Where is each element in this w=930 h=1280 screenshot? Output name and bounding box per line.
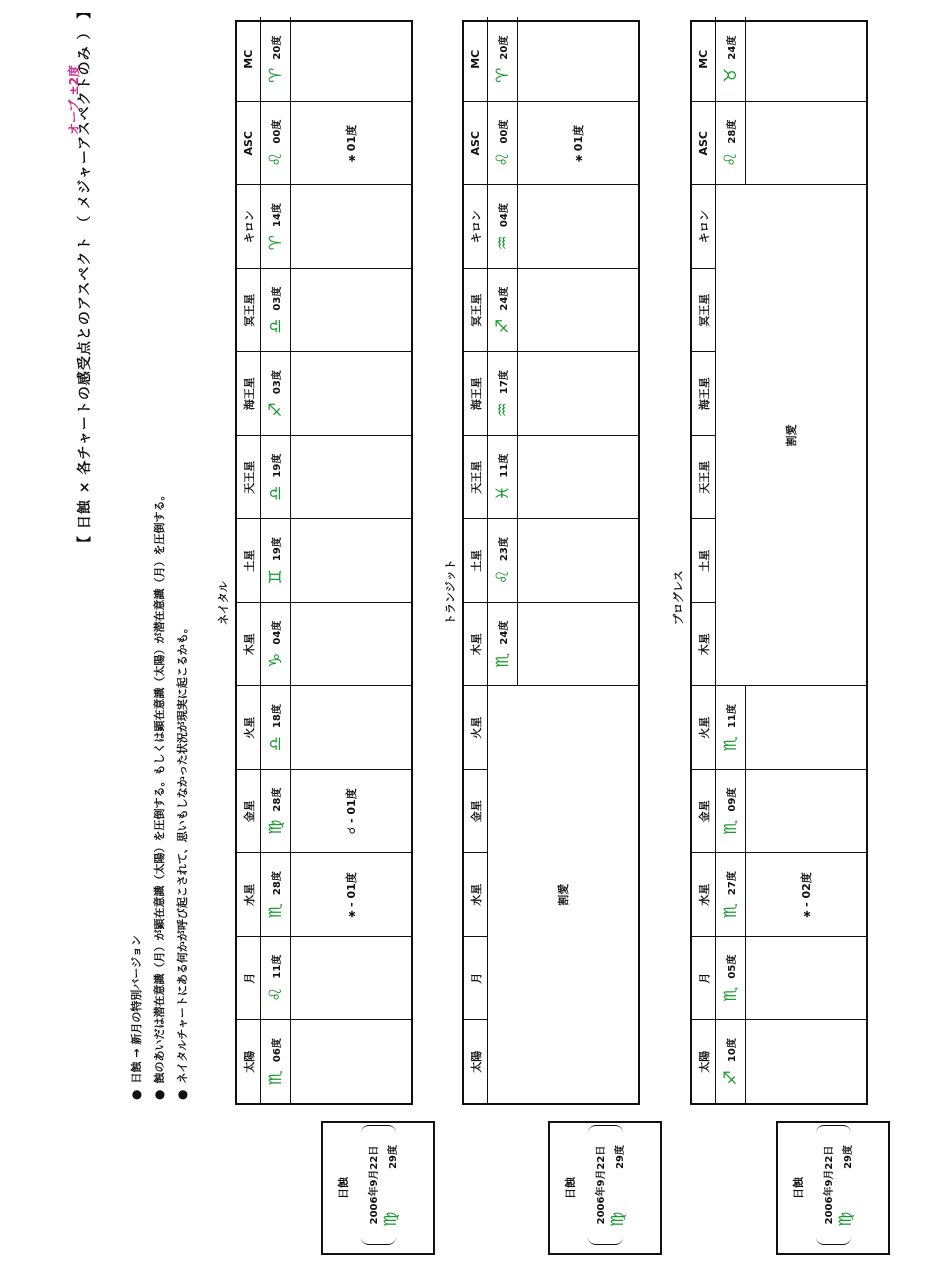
aspect-table <box>235 20 413 1105</box>
position-cell <box>488 602 518 686</box>
aspect-cell <box>746 1020 866 1104</box>
position-cell <box>488 18 518 102</box>
eclipse-name: 日蝕 <box>337 1177 350 1199</box>
header-cell: 天王星 <box>237 435 261 519</box>
aspect-cell <box>518 519 638 603</box>
eclipse-date: 2006年9月22日 <box>361 1125 396 1245</box>
zodiac-sign-icon: ♈ <box>265 67 286 83</box>
position-cell <box>716 18 746 102</box>
virgo-sign-icon: ♍ <box>836 1211 856 1227</box>
zodiac-sign-icon: ♊ <box>265 569 286 585</box>
zodiac-sign-icon: ♐ <box>265 402 286 418</box>
aspect-cell: ⚹ 01度 <box>518 101 638 185</box>
header-cell: 天王星 <box>464 435 488 519</box>
note-1: ● 日蝕 → 新月の特別バージョン <box>128 935 144 1100</box>
aspect-cell <box>518 185 638 269</box>
header-cell: 金星 <box>237 769 261 853</box>
position-cell <box>716 1020 746 1104</box>
eclipse-degree-value: 29度 <box>842 1145 854 1169</box>
degree-value: 19度 <box>272 453 283 478</box>
zodiac-sign-icon: ♌ <box>492 569 513 585</box>
eclipse-name: 日蝕 <box>564 1177 577 1199</box>
header-cell: 金星 <box>692 769 716 853</box>
zodiac-sign-icon: ♒ <box>492 235 513 251</box>
aspect-cell <box>746 686 866 770</box>
aspect-cell <box>746 769 866 853</box>
degree-value: 09度 <box>727 787 738 812</box>
header-cell: 水星 <box>692 853 716 937</box>
position-cell <box>488 268 518 352</box>
zodiac-sign-icon: ♏ <box>265 1070 286 1086</box>
header-cell: 太陽 <box>692 1020 716 1104</box>
header-cell: 火星 <box>692 686 716 770</box>
degree-value: 04度 <box>499 203 510 228</box>
aspect-cell <box>291 352 411 436</box>
eclipse-name: 日蝕 <box>792 1177 805 1199</box>
aspect-cell <box>291 1020 411 1104</box>
eclipse-box <box>776 1121 890 1255</box>
degree-value: 17度 <box>499 370 510 395</box>
degree-value: 20度 <box>499 35 510 60</box>
header-cell: 水星 <box>237 853 261 937</box>
eclipse-date: 2006年9月22日 <box>588 1125 623 1245</box>
header-cell: ASC <box>464 101 488 185</box>
zodiac-sign-icon: ♌ <box>720 151 741 167</box>
zodiac-sign-icon: ♏ <box>720 819 741 835</box>
degree-value: 28度 <box>272 787 283 812</box>
aspect-cell <box>518 18 638 102</box>
header-cell: キロン <box>237 185 261 269</box>
eclipse-degree-value: 29度 <box>387 1145 399 1169</box>
header-cell: 金星 <box>464 769 488 853</box>
position-cell <box>261 602 291 686</box>
header-cell: 火星 <box>237 686 261 770</box>
aspect-cell <box>291 686 411 770</box>
degree-value: 28度 <box>727 119 738 144</box>
header-cell: MC <box>692 18 716 102</box>
position-cell <box>261 352 291 436</box>
orb-note: オーブ ±2度 <box>67 65 81 135</box>
aspect-cell <box>746 936 866 1020</box>
aspect-cell: ⚹ - 01度 <box>291 853 411 937</box>
zodiac-sign-icon: ♏ <box>720 736 741 752</box>
zodiac-sign-icon: ♍ <box>265 819 286 835</box>
header-cell: 木星 <box>237 602 261 686</box>
degree-value: 03度 <box>272 286 283 311</box>
zodiac-sign-icon: ♎ <box>265 485 286 501</box>
degree-value: 03度 <box>272 370 283 395</box>
degree-value: 04度 <box>272 620 283 645</box>
header-cell: 海王星 <box>237 352 261 436</box>
virgo-sign-icon: ♍ <box>381 1211 401 1227</box>
zodiac-sign-icon: ♌ <box>492 151 513 167</box>
position-cell <box>488 185 518 269</box>
header-cell: 土星 <box>237 519 261 603</box>
header-cell: 太陽 <box>464 1020 488 1104</box>
degree-value: 11度 <box>499 453 510 478</box>
position-cell <box>716 686 746 770</box>
position-cell <box>716 101 746 185</box>
zodiac-sign-icon: ♎ <box>265 318 286 334</box>
position-cell <box>261 686 291 770</box>
zodiac-sign-icon: ♈ <box>492 67 513 83</box>
eclipse-box <box>321 1121 435 1255</box>
aspect-cell <box>518 435 638 519</box>
aspect-table <box>462 20 640 1105</box>
position-cell <box>488 352 518 436</box>
position-cell <box>261 769 291 853</box>
header-cell: キロン <box>692 185 716 269</box>
position-cell <box>261 853 291 937</box>
zodiac-sign-icon: ♌ <box>265 986 286 1002</box>
degree-value: 23度 <box>499 537 510 562</box>
header-cell: 月 <box>692 936 716 1020</box>
eclipse-degree <box>608 1131 628 1241</box>
header-cell: 冥王星 <box>237 268 261 352</box>
zodiac-sign-icon: ♒ <box>492 402 513 418</box>
zodiac-sign-icon: ♐ <box>720 1070 741 1086</box>
aspect-cell <box>518 602 638 686</box>
chart-label: トランジット <box>444 559 457 625</box>
zodiac-sign-icon: ♏ <box>265 903 286 919</box>
header-cell: MC <box>237 18 261 102</box>
degree-value: 14度 <box>272 203 283 228</box>
chart-label: プログレス <box>672 570 685 625</box>
degree-value: 24度 <box>499 286 510 311</box>
aspect-table <box>690 20 868 1105</box>
degree-value: 19度 <box>272 537 283 562</box>
aspect-cell: ⚹ - 02度 <box>746 853 866 937</box>
aspect-cell <box>746 18 866 102</box>
position-cell <box>716 853 746 937</box>
header-cell: 冥王星 <box>464 268 488 352</box>
zodiac-sign-icon: ♌ <box>265 151 286 167</box>
position-cell <box>716 936 746 1020</box>
zodiac-sign-icon: ♉ <box>720 67 741 83</box>
chart-label: ネイタル <box>217 581 230 625</box>
position-cell <box>261 185 291 269</box>
note-3: ● ネイタルチャートにある何かが呼び起こされて、思いもしなかった状況が現実に起こるかも。 <box>174 622 190 1100</box>
aspect-cell <box>291 185 411 269</box>
eclipse-degree-value: 29度 <box>614 1145 626 1169</box>
zodiac-sign-icon: ♐ <box>492 318 513 334</box>
degree-value: 06度 <box>272 1038 283 1063</box>
omitted-cell: 割愛 <box>716 185 866 686</box>
header-cell: キロン <box>464 185 488 269</box>
degree-value: 24度 <box>499 620 510 645</box>
header-cell: ASC <box>692 101 716 185</box>
aspect-cell <box>518 352 638 436</box>
zodiac-sign-icon: ♓ <box>492 485 513 501</box>
header-cell: 冥王星 <box>692 268 716 352</box>
degree-value: 10度 <box>727 1038 738 1063</box>
header-cell: 月 <box>237 936 261 1020</box>
note-2: ● 蝕のあいだは潜在意識（月）が顕在意識（太陽）を圧倒する。もしくは顕在意識（太陽）が潜在意識（月）を圧倒する。 <box>151 490 167 1100</box>
position-cell <box>488 101 518 185</box>
degree-value: 00度 <box>272 119 283 144</box>
position-cell <box>716 769 746 853</box>
position-cell <box>261 101 291 185</box>
omitted-cell: 割愛 <box>488 686 638 1104</box>
degree-value: 11度 <box>272 954 283 979</box>
header-cell: MC <box>464 18 488 102</box>
position-cell <box>488 435 518 519</box>
aspect-cell <box>291 18 411 102</box>
zodiac-sign-icon: ♑ <box>265 652 286 668</box>
header-cell: 天王星 <box>692 435 716 519</box>
zodiac-sign-icon: ♎ <box>265 736 286 752</box>
aspect-cell <box>291 268 411 352</box>
aspect-cell <box>291 435 411 519</box>
eclipse-degree <box>836 1131 856 1241</box>
position-cell <box>261 1020 291 1104</box>
position-cell <box>261 268 291 352</box>
aspect-cell: ☌ - 01度 <box>291 769 411 853</box>
position-cell <box>261 519 291 603</box>
virgo-sign-icon: ♍ <box>608 1211 628 1227</box>
header-cell: 月 <box>464 936 488 1020</box>
header-cell: 火星 <box>464 686 488 770</box>
position-cell <box>488 519 518 603</box>
aspect-cell <box>518 268 638 352</box>
degree-value: 05度 <box>727 954 738 979</box>
eclipse-date: 2006年9月22日 <box>816 1125 851 1245</box>
zodiac-sign-icon: ♏ <box>492 652 513 668</box>
header-cell: 土星 <box>464 519 488 603</box>
header-cell: 土星 <box>692 519 716 603</box>
degree-value: 00度 <box>499 119 510 144</box>
aspect-cell <box>746 101 866 185</box>
header-cell: 海王星 <box>464 352 488 436</box>
position-cell <box>261 936 291 1020</box>
header-cell: 木星 <box>464 602 488 686</box>
header-cell: 木星 <box>692 602 716 686</box>
zodiac-sign-icon: ♏ <box>720 986 741 1002</box>
page-title: 【 日蝕 × 各チャートの感受点とのアスペクト （ メジャーアスペクトのみ ） 】 <box>77 3 93 550</box>
degree-value: 28度 <box>272 871 283 896</box>
zodiac-sign-icon: ♈ <box>265 235 286 251</box>
header-cell: 太陽 <box>237 1020 261 1104</box>
aspect-cell <box>291 602 411 686</box>
aspect-cell <box>291 519 411 603</box>
degree-value: 27度 <box>727 871 738 896</box>
zodiac-sign-icon: ♏ <box>720 903 741 919</box>
aspect-cell <box>291 936 411 1020</box>
header-cell: 海王星 <box>692 352 716 436</box>
eclipse-degree <box>381 1131 401 1241</box>
header-cell: ASC <box>237 101 261 185</box>
header-cell: 水星 <box>464 853 488 937</box>
degree-value: 24度 <box>727 35 738 60</box>
degree-value: 18度 <box>272 704 283 729</box>
position-cell <box>261 435 291 519</box>
eclipse-box <box>548 1121 662 1255</box>
degree-value: 11度 <box>727 704 738 729</box>
degree-value: 20度 <box>272 35 283 60</box>
aspect-cell: ⚹ 01度 <box>291 101 411 185</box>
position-cell <box>261 18 291 102</box>
